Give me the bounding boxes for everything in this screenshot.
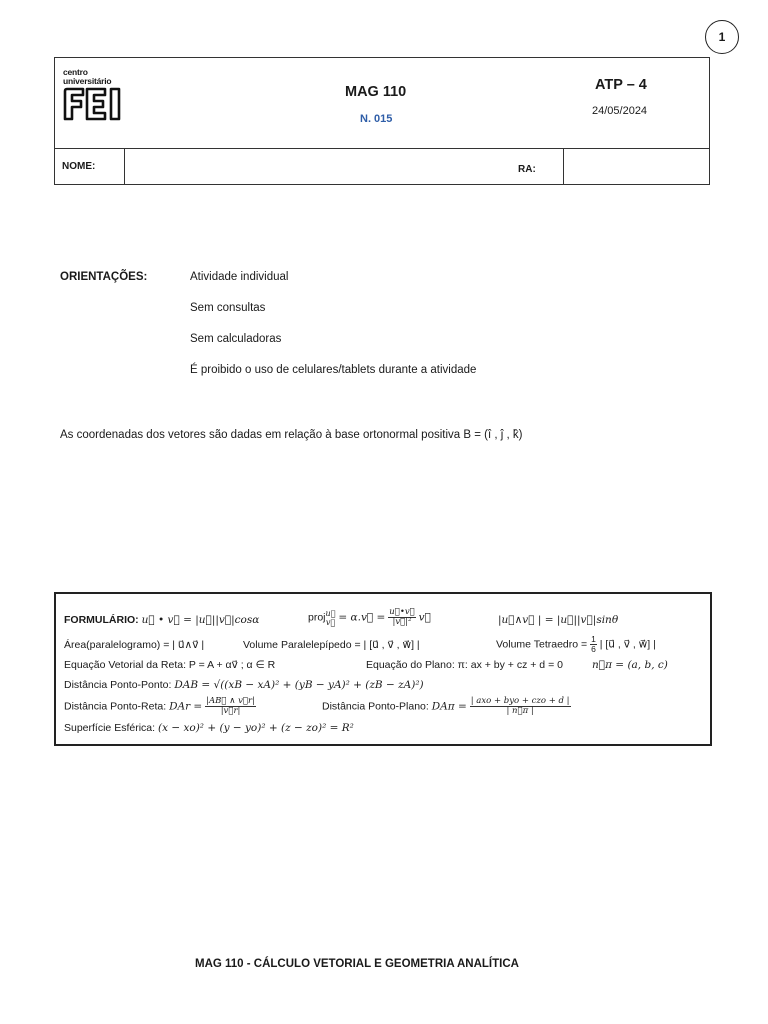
page-footer: MAG 110 - CÁLCULO VETORIAL E GEOMETRIA ANALÍTICA — [195, 958, 519, 970]
course-code: MAG 110 — [345, 84, 407, 100]
student-info-row — [54, 149, 710, 185]
orientation-item: Sem consultas — [190, 302, 266, 314]
sphere-formula: (x − xo)² + (y − yo)² + (z − zo)² = R² — [157, 722, 354, 734]
orientations-title: ORIENTAÇÕES: — [60, 271, 148, 283]
dist-pl-num: |AB⃗ ∧ v⃗r| — [206, 696, 255, 706]
volume-tetrahedron-suffix: | [u⃗ , v⃗ , w⃗] | — [599, 638, 656, 651]
dist-pplane-lhs: DAπ = — [431, 700, 467, 713]
dist-pplane-den: | n⃗π | — [506, 706, 534, 716]
sphere-surface — [64, 722, 354, 734]
activity-title: ATP – 4 — [595, 77, 647, 93]
volume-tetrahedron-prefix: Volume Tetraedro = — [496, 638, 588, 651]
sphere-label: Superfície Esférica: — [64, 722, 156, 734]
dist-pplane-num: | axo + byo + czo + d | — [470, 696, 570, 706]
line-equation: Equação Vetorial da Reta: P = A + αv⃗ ; α ∈ R — [64, 659, 276, 671]
activity-date: 24/05/2024 — [592, 105, 648, 117]
name-label: NOME: — [62, 161, 96, 172]
course-number: N. 015 — [360, 113, 393, 125]
dist-pl-label: Distância Ponto-Reta: — [64, 700, 167, 713]
projection-prefix: proj — [308, 611, 326, 624]
formulario-title: FORMULÁRIO: — [64, 614, 139, 626]
name-field[interactable] — [124, 149, 564, 184]
volume-tetrahedron-formula — [496, 635, 656, 654]
fei-logo — [63, 68, 127, 121]
orientation-item: É proibido o uso de celulares/tablets durante a atividade — [190, 364, 477, 376]
formula-box — [54, 592, 712, 746]
header-box — [54, 57, 710, 149]
page-number: 1 — [705, 20, 739, 54]
projection-sub: v⃗ — [325, 617, 336, 627]
projection-suffix: v⃗ — [418, 611, 431, 624]
tetra-num: 1 — [591, 634, 596, 644]
distance-point-line — [64, 697, 256, 716]
plane-equation: Equação do Plano: π: ax + by + cz + d = 0 — [366, 659, 563, 671]
tetra-den: 6 — [591, 644, 596, 654]
dist-pl-den: |v⃗r| — [220, 706, 241, 716]
orientation-item: Atividade individual — [190, 271, 289, 283]
logo-line2: universitário — [63, 75, 112, 86]
projection-num: u⃗•v⃗ — [389, 607, 415, 617]
fei-wordmark-icon — [63, 87, 127, 121]
projection-mid: = α.v⃗ = — [338, 611, 386, 624]
distance-point-point — [64, 679, 424, 691]
dist-pl-lhs: DAr = — [169, 700, 203, 713]
distance-point-plane — [322, 697, 571, 716]
dist-pp-label: Distância Ponto-Ponto: — [64, 679, 172, 691]
ra-label: RA: — [518, 164, 536, 175]
formula-row-1 — [64, 614, 259, 626]
cross-product-formula: |u⃗∧v⃗ | = |u⃗||v⃗|sinθ — [498, 614, 619, 626]
dist-pp-formula: DAB = √((xB − xA)² + (yB − yA)² + (zB − zA)²) — [174, 679, 424, 691]
logo-line1: centro — [63, 67, 88, 77]
basis-statement: As coordenadas dos vetores são dadas em relação à base ortonormal positiva B = (î , ĵ , k̂) — [60, 429, 523, 441]
plane-normal: n⃗π = (a, b, c) — [592, 659, 668, 671]
projection-formula — [308, 608, 431, 627]
volume-parallelepiped-formula: Volume Paralelepípedo = | [u⃗ , v⃗ , w⃗] | — [243, 639, 420, 651]
dist-pplane-label: Distância Ponto-Plano: — [322, 700, 429, 713]
area-formula: Área(paralelogramo) = | u⃗∧v⃗ | — [64, 639, 205, 651]
projection-den: |v⃗|² — [392, 617, 412, 627]
projection-sup: u⃗ — [325, 608, 336, 618]
orientation-item: Sem calculadoras — [190, 333, 282, 345]
dot-product-formula: u⃗ • v⃗ = |u⃗||v⃗|cosα — [141, 614, 260, 626]
